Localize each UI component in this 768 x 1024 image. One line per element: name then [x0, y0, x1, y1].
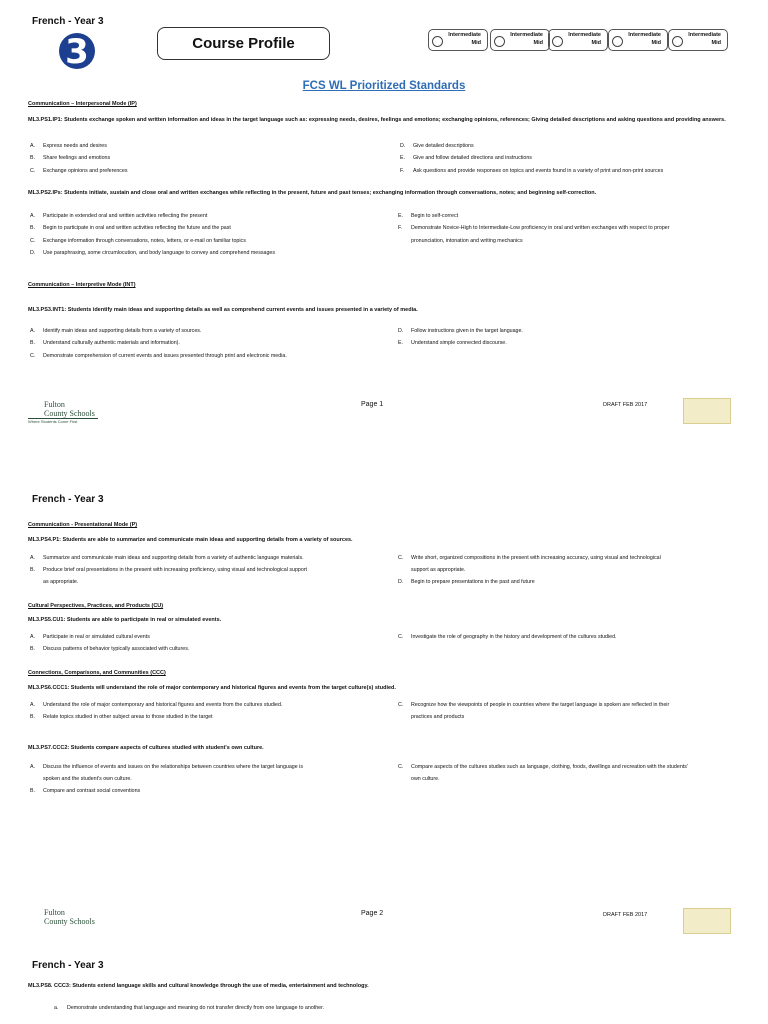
subject-title-page3: French - Year 3	[32, 960, 104, 971]
subject-title: French - Year 3	[32, 16, 104, 27]
course-profile-label: Course Profile	[192, 35, 295, 52]
standard-ps2: ML3.PS2.IPs: Students initiate, sustain and close oral and written exchanges while reflecting in the present, future and past tenses; exchanging information through conversations, notes; and beginning self-correction.	[28, 190, 597, 196]
big-number: 3	[65, 32, 89, 71]
standard-ps5: ML3.PS5.CU1: Students are able to participate in real or simulated events.	[28, 617, 222, 623]
draft-label-2: DRAFT FEB 2017	[603, 912, 648, 918]
standard-ps1: ML3.PS1.IP1: Students exchange spoken and written information and ideas in the target language such as: expressing needs, desires, feelings and emotions; exchanging opinions, references; Giving detailed descriptions and asking questions and providing answers.	[28, 117, 726, 123]
reading-icon	[552, 36, 563, 47]
standard-ps3: ML3.PS3.INT1: Students identify main ideas and supporting details as well as comprehend current events and issues presented in a variety of media.	[28, 307, 418, 313]
section-heading-presentational: Communication - Presentational Mode (P)	[28, 522, 138, 528]
subject-title-page2: French - Year 3	[32, 494, 104, 505]
writing-icon	[672, 36, 683, 47]
proficiency-badge-5: Intermediate Mid	[668, 29, 728, 51]
section-heading-interpretive: Communication – Interpretive Mode (INT)	[28, 282, 136, 288]
ear-icon	[612, 36, 623, 47]
standard-ps6: ML3.PS6.CCC1: Students will understand the role of major contemporary and historical figures and events from the target culture(s) studied.	[28, 685, 396, 691]
fulton-logo: Fulton County Schools Where Students Come First	[28, 400, 98, 428]
section-heading-interpersonal: Communication – Interpersonal Mode (IP)	[28, 101, 137, 107]
standard-ps7: ML3.PS7.CCC2: Students compare aspects of cultures studied with student's own culture.	[28, 745, 264, 751]
document-title: FCS WL Prioritized Standards	[302, 80, 466, 92]
section-heading-cultural: Cultural Perspectives, Practices, and Products (CU)	[28, 603, 164, 609]
page-number-2: Page 2	[361, 910, 384, 917]
year-number-graphic	[57, 27, 97, 71]
draft-label-1: DRAFT FEB 2017	[603, 402, 648, 408]
proficiency-badge-4: Intermediate Mid	[608, 29, 668, 51]
standard-ps8: ML3.PS8. CCC3: Students extend language skills and cultural knowledge through the use of media, entertainment and technology.	[28, 983, 369, 989]
standard-ps4: ML3.PS4.P1: Students are able to summarize and communicate main ideas and supporting details from a variety of sources.	[28, 537, 353, 543]
fulton-logo-2: Fulton County Schools	[44, 908, 95, 926]
course-profile-box	[157, 27, 330, 60]
proficiency-badge-3: Intermediate Mid	[548, 29, 608, 51]
section-heading-connections: Connections, Comparisons, and Communities (CCC)	[28, 670, 166, 676]
listening-icon	[494, 36, 505, 47]
proficiency-badge-2: Intermediate Mid	[490, 29, 550, 51]
proficiency-badge-1: Intermediate Mid	[428, 29, 488, 51]
speaking-icon	[432, 36, 443, 47]
footer-stamp-image-2	[683, 908, 731, 934]
footer-stamp-image-1	[683, 398, 731, 424]
page-number-1: Page 1	[361, 401, 384, 408]
